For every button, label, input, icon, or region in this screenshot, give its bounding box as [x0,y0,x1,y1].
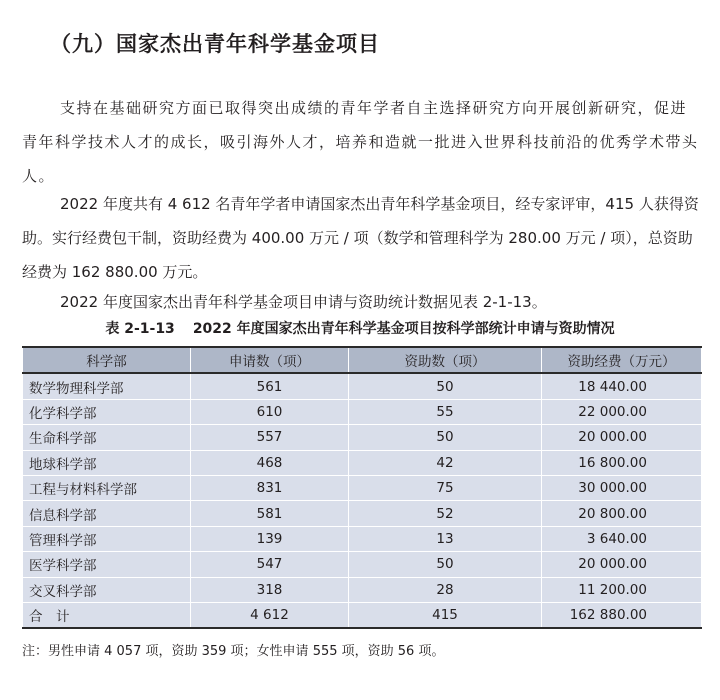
cell-funded: 50 [349,552,542,577]
cell-funding-amount: 20 000.00 [542,425,702,450]
cell-funded: 75 [349,475,542,500]
cell-funded: 13 [349,526,542,551]
cell-funded: 415 [349,602,542,628]
cell-funding-amount: 20 800.00 [542,501,702,526]
cell-funded: 55 [349,399,542,424]
cell-applications: 318 [191,577,349,602]
cell-funded: 52 [349,501,542,526]
header-funded: 资助数（项） [349,347,542,373]
header-funding-amount: 资助经费（万元） [542,347,702,373]
cell-applications: 139 [191,526,349,551]
table-row [23,501,702,526]
cell-funding-amount: 3 640.00 [542,526,702,551]
table-row [23,425,702,450]
cell-funded: 50 [349,425,542,450]
cell-applications: 547 [191,552,349,577]
cell-funding-amount: 16 800.00 [542,450,702,475]
cell-department: 管理科学部 [23,526,191,551]
table-total-row [23,602,702,628]
cell-funding-amount: 11 200.00 [542,577,702,602]
cell-department: 医学科学部 [23,552,191,577]
cell-applications: 610 [191,399,349,424]
cell-funding-amount: 20 000.00 [542,552,702,577]
cell-funding-amount: 22 000.00 [542,399,702,424]
cell-department: 交叉科学部 [23,577,191,602]
cell-applications: 581 [191,501,349,526]
table-row [23,475,702,500]
cell-funding-amount: 30 000.00 [542,475,702,500]
cell-applications: 468 [191,450,349,475]
table-row [23,526,702,551]
cell-funding-amount: 18 440.00 [542,373,702,399]
table-row [23,552,702,577]
table-row [23,577,702,602]
cell-funding-amount: 162 880.00 [542,602,702,628]
table-caption-number: 表 2-1-13 [105,321,175,337]
header-department: 科学部 [23,347,191,373]
cell-department: 数学物理科学部 [23,373,191,399]
table-header-row [23,347,702,373]
cell-department: 生命科学部 [23,425,191,450]
cell-funded: 50 [349,373,542,399]
cell-applications: 4 612 [191,602,349,628]
section-heading: （九）国家杰出青年科学基金项目 [50,32,380,56]
table-caption-title: 2022 年度国家杰出青年科学基金项目按科学部统计申请与资助情况 [192,321,615,337]
statistics-table [22,346,702,629]
cell-applications: 557 [191,425,349,450]
cell-department: 地球科学部 [23,450,191,475]
cell-applications: 561 [191,373,349,399]
header-applications: 申请数（项） [191,347,349,373]
table-caption [0,318,720,338]
cell-department: 信息科学部 [23,501,191,526]
cell-funded: 42 [349,450,542,475]
cell-department: 合 计 [23,602,191,628]
cell-funded: 28 [349,577,542,602]
summary-paragraph: 2022 年度共有 4 612 名青年学者申请国家杰出青年科学基金项目，经专家评审，415 人获得资助。实行经费包干制，资助经费为 400.00 万元 / 项（数学和管理科学为 280.00 万元 / 项），总资助经费为 162 880.00 万元。 [22,195,699,281]
table-footnote: 注：男性申请 4 057 项，资助 359 项；女性申请 555 项，资助 56 项。 [22,644,445,659]
table-row [23,450,702,475]
table-reference-paragraph: 2022 年度国家杰出青年科学基金项目申请与资助统计数据见表 2-1-13。 [60,293,547,311]
table-row [23,373,702,399]
intro-paragraph: 支持在基础研究方面已取得突出成绩的青年学者自主选择研究方向开展创新研究，促进青年科学技术人才的成长，吸引海外人才，培养和造就一批进入世界科技前沿的优秀学术带头人。 [22,99,699,185]
cell-department: 化学科学部 [23,399,191,424]
cell-applications: 831 [191,475,349,500]
table-row [23,399,702,424]
cell-department: 工程与材料科学部 [23,475,191,500]
